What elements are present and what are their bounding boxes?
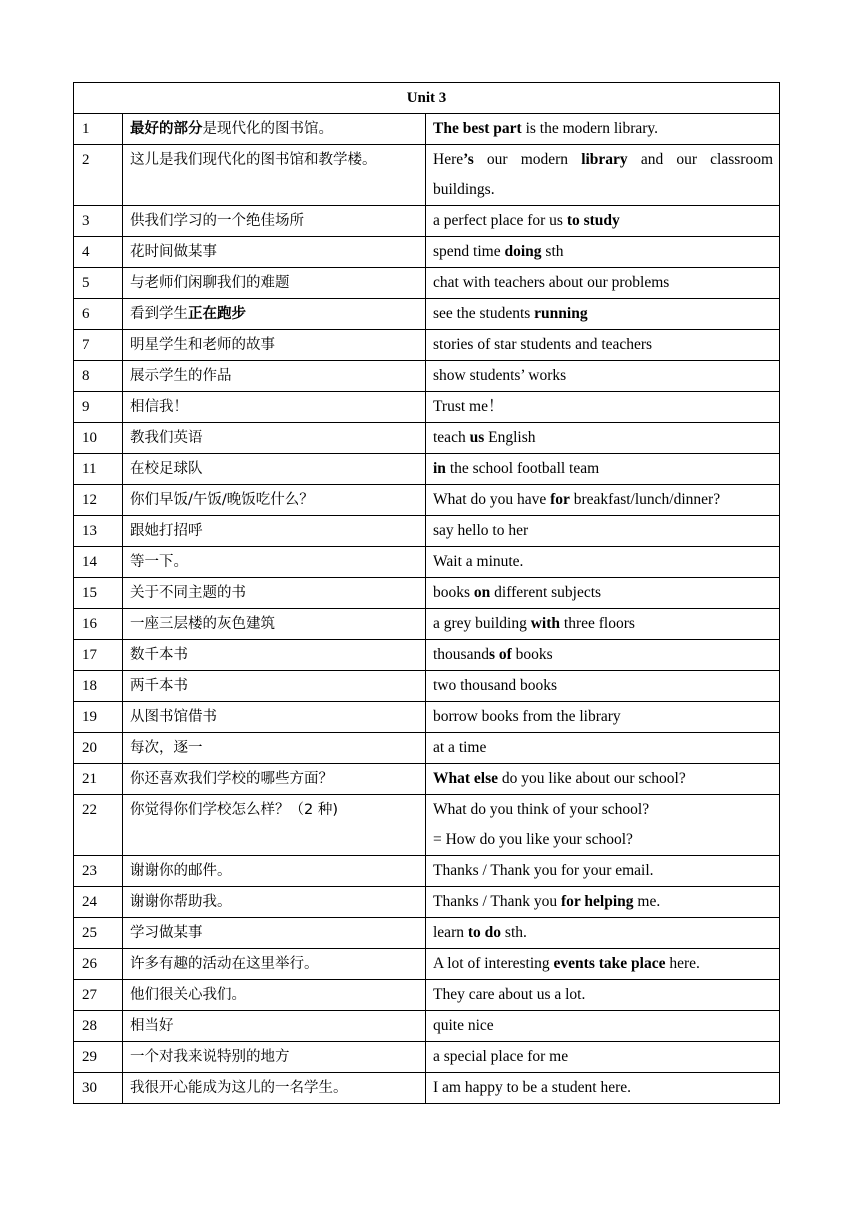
- english-line: [433, 795, 773, 825]
- row-number: 11: [74, 454, 123, 485]
- text-segment: Trust me！: [433, 398, 504, 415]
- row-number: 25: [74, 918, 123, 949]
- table-row: [74, 237, 780, 268]
- english-phrase: [426, 1042, 780, 1073]
- english-phrase: [426, 702, 780, 733]
- text-segment: 与老师们闲聊我们的难题: [130, 275, 290, 291]
- bold-phrase: for: [550, 491, 570, 508]
- table-row: [74, 299, 780, 330]
- text-segment: different subjects: [490, 584, 602, 601]
- table-row: [74, 114, 780, 145]
- english-line: [433, 516, 773, 546]
- text-segment: What do you have: [433, 491, 551, 508]
- english-phrase: [426, 733, 780, 764]
- text-segment: show students’ works: [433, 367, 567, 384]
- text-segment: spend time: [433, 243, 505, 260]
- text-segment: 你觉得你们学校怎么样？（2 种): [130, 802, 338, 818]
- table-row: [74, 795, 780, 856]
- text-segment: borrow books from the library: [433, 708, 621, 725]
- chinese-phrase: [123, 856, 426, 887]
- text-segment: 展示学生的作品: [130, 368, 232, 384]
- row-number: 20: [74, 733, 123, 764]
- row-number: 9: [74, 392, 123, 423]
- text-segment: 明星学生和老师的故事: [130, 337, 275, 353]
- english-line: [433, 175, 773, 205]
- row-number: 14: [74, 547, 123, 578]
- table-row: [74, 733, 780, 764]
- row-number: 17: [74, 640, 123, 671]
- english-line: [433, 764, 773, 794]
- english-line: [433, 702, 773, 732]
- chinese-phrase: [123, 671, 426, 702]
- english-phrase: [426, 949, 780, 980]
- english-phrase: [426, 361, 780, 392]
- english-line: [433, 145, 773, 175]
- text-segment: at a time: [433, 739, 487, 756]
- text-segment: 等一下。: [130, 554, 188, 570]
- chinese-phrase: [123, 1073, 426, 1104]
- text-segment: 从图书馆借书: [130, 709, 217, 725]
- bold-phrase: doing: [504, 243, 542, 260]
- row-number: 30: [74, 1073, 123, 1104]
- chinese-phrase: [123, 423, 426, 454]
- chinese-phrase: [123, 361, 426, 392]
- english-phrase: [426, 516, 780, 547]
- english-phrase: [426, 856, 780, 887]
- row-number: 26: [74, 949, 123, 980]
- chinese-phrase: [123, 392, 426, 423]
- chinese-phrase: [123, 640, 426, 671]
- table-row: [74, 609, 780, 640]
- table-row: [74, 887, 780, 918]
- bold-phrase: The best part: [433, 120, 522, 137]
- text-segment: 跟她打招呼: [130, 523, 203, 539]
- bold-phrase: 正在跑步: [188, 306, 246, 322]
- table-row: [74, 268, 780, 299]
- table-row: [74, 547, 780, 578]
- text-segment: a grey building: [433, 615, 531, 632]
- english-phrase: [426, 299, 780, 330]
- text-segment: breakfast/lunch/dinner?: [569, 491, 721, 508]
- chinese-phrase: [123, 145, 426, 206]
- text-segment: 他们很关心我们。: [130, 987, 246, 1003]
- chinese-phrase: [123, 237, 426, 268]
- row-number: 2: [74, 145, 123, 206]
- text-segment: teach: [433, 429, 470, 446]
- english-line: [433, 361, 773, 391]
- table-row: [74, 764, 780, 795]
- text-segment: 这儿是我们现代化的图书馆和教学楼。: [130, 152, 377, 168]
- english-line: [433, 609, 773, 639]
- text-segment: three floors: [560, 615, 635, 632]
- row-number: 15: [74, 578, 123, 609]
- chinese-phrase: [123, 206, 426, 237]
- table-row: [74, 702, 780, 733]
- english-line: [433, 918, 773, 948]
- text-segment: learn: [433, 924, 468, 941]
- text-segment: Here: [433, 151, 464, 168]
- english-line: [433, 578, 773, 608]
- table-row: [74, 361, 780, 392]
- english-line: [433, 887, 773, 917]
- table-row: [74, 1042, 780, 1073]
- english-phrase: [426, 237, 780, 268]
- row-number: 22: [74, 795, 123, 856]
- text-segment: quite nice: [433, 1017, 494, 1034]
- bold-phrase: library: [581, 151, 628, 168]
- row-number: 8: [74, 361, 123, 392]
- text-segment: thousand: [433, 646, 489, 663]
- vocabulary-table-body: [74, 83, 780, 1104]
- bold-phrase: ’s: [463, 151, 474, 168]
- text-segment: 关于不同主题的书: [130, 585, 246, 601]
- text-segment: see the students: [433, 305, 535, 322]
- english-phrase: [426, 423, 780, 454]
- text-segment: me.: [633, 893, 661, 910]
- english-line: [433, 485, 773, 515]
- row-number: 28: [74, 1011, 123, 1042]
- english-phrase: [426, 1073, 780, 1104]
- english-line: [433, 237, 773, 267]
- text-segment: 数千本书: [130, 647, 188, 663]
- english-phrase: [426, 1011, 780, 1042]
- text-segment: I am happy to be a student here.: [433, 1079, 631, 1096]
- text-segment: say hello to her: [433, 522, 529, 539]
- chinese-phrase: [123, 702, 426, 733]
- chinese-phrase: [123, 795, 426, 856]
- text-segment: 每次，逐一: [130, 740, 203, 756]
- text-segment: 我很开心能成为这儿的一名学生。: [130, 1080, 348, 1096]
- english-phrase: [426, 206, 780, 237]
- english-line: [433, 671, 773, 701]
- english-phrase: [426, 640, 780, 671]
- chinese-phrase: [123, 485, 426, 516]
- english-phrase: [426, 485, 780, 516]
- text-segment: 一个对我来说特别的地方: [130, 1049, 290, 1065]
- row-number: 4: [74, 237, 123, 268]
- english-line: [433, 1073, 773, 1103]
- bold-phrase: s of: [488, 646, 512, 663]
- vocabulary-table: [73, 82, 780, 1104]
- text-segment: 是现代化的图书馆。: [202, 121, 333, 137]
- text-segment: 花时间做某事: [130, 244, 217, 260]
- table-row: [74, 330, 780, 361]
- english-line: [433, 733, 773, 763]
- english-phrase: [426, 330, 780, 361]
- table-row: [74, 578, 780, 609]
- english-line: [433, 825, 773, 855]
- english-line: [433, 547, 773, 577]
- unit-title: Unit 3: [74, 83, 780, 114]
- chinese-phrase: [123, 268, 426, 299]
- english-phrase: [426, 145, 780, 206]
- english-phrase: [426, 764, 780, 795]
- chinese-phrase: [123, 1011, 426, 1042]
- text-segment: A lot of interesting: [433, 955, 554, 972]
- text-segment: Wait a minute.: [433, 553, 524, 570]
- text-segment: 一座三层楼的灰色建筑: [130, 616, 275, 632]
- bold-phrase: running: [534, 305, 588, 322]
- english-phrase: [426, 547, 780, 578]
- row-number: 10: [74, 423, 123, 454]
- chinese-phrase: [123, 578, 426, 609]
- text-segment: What do you think of your school?: [433, 801, 650, 818]
- text-segment: 你还喜欢我们学校的哪些方面？: [130, 771, 333, 787]
- text-segment: books: [433, 584, 474, 601]
- text-segment: is the modern library.: [521, 120, 659, 137]
- row-number: 13: [74, 516, 123, 547]
- table-row: [74, 206, 780, 237]
- bold-phrase: for helping: [561, 893, 634, 910]
- text-segment: stories of star students and teachers: [433, 336, 653, 353]
- text-segment: 两千本书: [130, 678, 188, 694]
- bold-phrase: with: [530, 615, 561, 632]
- text-segment: English: [484, 429, 536, 446]
- chinese-phrase: [123, 299, 426, 330]
- text-segment: 你们早饭/午饭/晚饭吃什么？: [130, 492, 314, 508]
- text-segment: chat with teachers about our problems: [433, 274, 670, 291]
- table-row: [74, 856, 780, 887]
- english-phrase: [426, 918, 780, 949]
- text-segment: a perfect place for us: [433, 212, 567, 229]
- text-segment: the school football team: [445, 460, 600, 477]
- table-row: [74, 454, 780, 485]
- bold-phrase: in: [433, 460, 446, 477]
- chinese-phrase: [123, 887, 426, 918]
- text-segment: = How do you like your school?: [433, 831, 633, 848]
- row-number: 12: [74, 485, 123, 516]
- english-phrase: [426, 795, 780, 856]
- english-phrase: [426, 980, 780, 1011]
- table-row: [74, 949, 780, 980]
- text-segment: our modern: [473, 151, 582, 168]
- chinese-phrase: [123, 454, 426, 485]
- row-number: 1: [74, 114, 123, 145]
- text-segment: buildings.: [433, 181, 495, 198]
- text-segment: 谢谢你帮助我。: [130, 894, 232, 910]
- english-line: [433, 640, 773, 670]
- english-line: [433, 392, 773, 422]
- table-row: [74, 516, 780, 547]
- chinese-phrase: [123, 980, 426, 1011]
- row-number: 5: [74, 268, 123, 299]
- row-number: 24: [74, 887, 123, 918]
- table-title-row: [74, 83, 780, 114]
- english-phrase: [426, 671, 780, 702]
- text-segment: do you like about our school?: [498, 770, 686, 787]
- bold-phrase: us: [469, 429, 485, 446]
- table-row: [74, 145, 780, 206]
- row-number: 21: [74, 764, 123, 795]
- row-number: 3: [74, 206, 123, 237]
- text-segment: and our classroom: [627, 151, 773, 168]
- text-segment: Thanks / Thank you: [433, 893, 562, 910]
- text-segment: 相信我！: [130, 399, 188, 415]
- bold-phrase: to study: [566, 212, 620, 229]
- chinese-phrase: [123, 733, 426, 764]
- text-segment: 学习做某事: [130, 925, 203, 941]
- english-line: [433, 980, 773, 1010]
- table-row: [74, 671, 780, 702]
- text-segment: two thousand books: [433, 677, 557, 694]
- row-number: 16: [74, 609, 123, 640]
- bold-phrase: 最好的部分: [130, 121, 203, 137]
- english-line: [433, 1042, 773, 1072]
- text-segment: 供我们学习的一个绝佳场所: [130, 213, 304, 229]
- english-phrase: [426, 887, 780, 918]
- table-row: [74, 640, 780, 671]
- english-phrase: [426, 392, 780, 423]
- text-segment: sth.: [501, 924, 527, 941]
- english-line: [433, 949, 773, 979]
- text-segment: 谢谢你的邮件。: [130, 863, 232, 879]
- chinese-phrase: [123, 114, 426, 145]
- english-phrase: [426, 578, 780, 609]
- chinese-phrase: [123, 330, 426, 361]
- text-segment: a special place for me: [433, 1048, 569, 1065]
- table-row: [74, 1073, 780, 1104]
- text-segment: here.: [665, 955, 700, 972]
- row-number: 18: [74, 671, 123, 702]
- table-row: [74, 1011, 780, 1042]
- table-row: [74, 392, 780, 423]
- english-line: [433, 454, 773, 484]
- row-number: 19: [74, 702, 123, 733]
- chinese-phrase: [123, 516, 426, 547]
- chinese-phrase: [123, 764, 426, 795]
- row-number: 23: [74, 856, 123, 887]
- text-segment: 许多有趣的活动在这里举行。: [130, 956, 319, 972]
- row-number: 29: [74, 1042, 123, 1073]
- english-line: [433, 330, 773, 360]
- table-row: [74, 485, 780, 516]
- chinese-phrase: [123, 547, 426, 578]
- text-segment: They care about us a lot.: [433, 986, 586, 1003]
- english-phrase: [426, 454, 780, 485]
- english-line: [433, 114, 773, 144]
- chinese-phrase: [123, 918, 426, 949]
- text-segment: sth: [541, 243, 564, 260]
- bold-phrase: What else: [433, 770, 499, 787]
- table-row: [74, 918, 780, 949]
- text-segment: 在校足球队: [130, 461, 203, 477]
- row-number: 7: [74, 330, 123, 361]
- english-line: [433, 268, 773, 298]
- table-row: [74, 423, 780, 454]
- english-line: [433, 856, 773, 886]
- chinese-phrase: [123, 1042, 426, 1073]
- bold-phrase: events take place: [553, 955, 666, 972]
- english-line: [433, 423, 773, 453]
- text-segment: books: [511, 646, 553, 663]
- row-number: 6: [74, 299, 123, 330]
- english-phrase: [426, 114, 780, 145]
- table-row: [74, 980, 780, 1011]
- text-segment: Thanks / Thank you for your email.: [433, 862, 654, 879]
- row-number: 27: [74, 980, 123, 1011]
- chinese-phrase: [123, 949, 426, 980]
- text-segment: 教我们英语: [130, 430, 203, 446]
- english-line: [433, 299, 773, 329]
- english-phrase: [426, 268, 780, 299]
- bold-phrase: to do: [467, 924, 502, 941]
- english-phrase: [426, 609, 780, 640]
- text-segment: 看到学生: [130, 306, 188, 322]
- english-line: [433, 1011, 773, 1041]
- text-segment: 相当好: [130, 1018, 174, 1034]
- chinese-phrase: [123, 609, 426, 640]
- english-line: [433, 206, 773, 236]
- bold-phrase: on: [473, 584, 491, 601]
